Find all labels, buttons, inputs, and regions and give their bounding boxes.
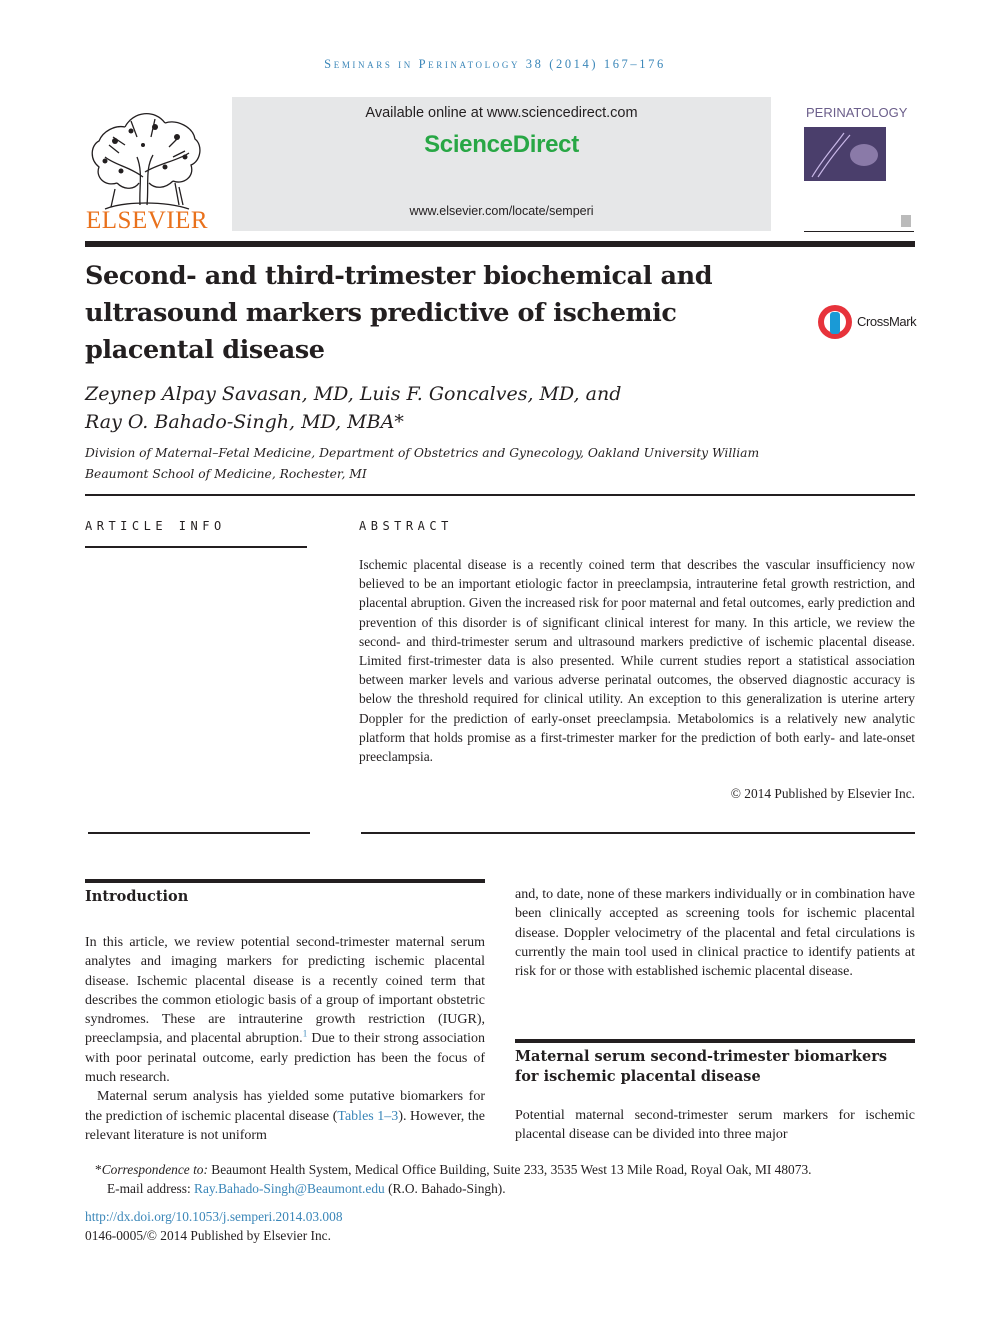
corresponding-author[interactable]: Ray O. Bahado-Singh, MD, MBA — [85, 411, 395, 433]
abstract-copyright: © 2014 Published by Elsevier Inc. — [730, 786, 915, 801]
serum-biomarkers-heading: Maternal serum second-trimester biomarkers for ischemic placental disease — [515, 1048, 888, 1085]
header-rule — [85, 241, 915, 247]
correspondence-mark[interactable]: * — [394, 411, 404, 433]
authors-line-2 — [85, 408, 785, 436]
abstract-bottom-rule — [361, 832, 915, 834]
tables-link[interactable]: Tables 1–3 — [337, 1108, 399, 1124]
introduction-body — [85, 933, 485, 1145]
abstract-heading: ABSTRACT — [359, 519, 453, 533]
sciencedirect-logo: ScienceDirect — [424, 131, 579, 158]
correspondence-footnote — [85, 1161, 915, 1198]
journal-url[interactable]: www.elsevier.com/locate/semperi — [409, 204, 594, 218]
journal-citation: Seminars in Perinatology 38 (2014) 167–176 — [324, 57, 666, 71]
intro-continuation: and, to date, none of these markers individually or in combination have been clinically accepted as screening tools for ischemic placental disease. Doppler velocimetry of the placental and fetal circulations is currently the main tool used in clinical practice to identify patients at risk for or those with established ischemic placental disease. — [515, 887, 915, 980]
authors-line-1: Zeynep Alpay Savasan, MD, Luis F. Goncalves, MD, and — [85, 383, 622, 405]
article-info-bottom-rule — [88, 832, 310, 834]
affiliation: Division of Maternal–Fetal Medicine, Department of Obstetrics and Gynecology, Oakland University William Beaumont School of Medicine, Rochester, MI — [85, 446, 760, 481]
intro-paragraph-2: Maternal serum analysis has yielded some putative biomarkers for the prediction of ischemic placental disease (Tables 1–3). However, the relevant literature is not uniform — [85, 1089, 485, 1143]
elsevier-wordmark: ELSEVIER — [86, 207, 209, 234]
section-rule — [85, 494, 915, 496]
doi-block — [85, 1208, 343, 1245]
doi-link[interactable]: http://dx.doi.org/10.1053/j.semperi.2014.03.008 — [85, 1209, 343, 1224]
article-info-rule — [85, 546, 307, 548]
article-title: Second- and third-trimester biochemical and ultrasound markers predictive of ischemic placental disease — [85, 261, 713, 365]
reference-1-link[interactable]: 1 — [302, 1028, 308, 1039]
correspondence-line: *Correspondence to: Beaumont Health System, Medical Office Building, Suite 233, 3535 West 13 Mile Road, Royal Oak, MI 48073. — [95, 1162, 812, 1177]
introduction-heading: Introduction — [85, 888, 189, 905]
article-info-heading: ARTICLE INFO — [85, 519, 226, 533]
serum-biomarkers-body: Potential maternal second-trimester serum markers for ischemic placental disease can be divided into three major — [515, 1108, 915, 1143]
email-link[interactable]: Ray.Bahado-Singh@Beaumont.edu — [194, 1180, 385, 1196]
available-online-text: Available online at www.sciencedirect.com — [365, 105, 638, 121]
serum-heading-rule — [515, 1039, 915, 1043]
qr-code-icon — [901, 215, 911, 227]
crossmark-label[interactable]: CrossMark — [857, 314, 917, 329]
issn-line: 0146-0005/© 2014 Published by Elsevier Inc. — [85, 1227, 331, 1243]
cover-title: PERINATOLOGY — [806, 105, 908, 120]
author-list — [85, 380, 785, 436]
abstract-body: Ischemic placental disease is a recently coined term that describes the vascular insufficiency now believed to be an important etiologic factor in preeclampsia, intrauterine fetal growth restriction, and placental abruption. Given the increased risk for poor maternal and fetal outcomes, early prediction and prevention of this disorder is of significant clinical interest for many. In this article, we review the second- and third-trimester serum and ultrasound markers predictive of ischemic placental disease. Limited first-trimester data is also presented. While current studies report a statistical association between marker levels and various adverse perinatal outcomes, the observed diagnostic accuracy is below the threshold required for clinical utility. An exception to this generalization is uterine artery Doppler for the prediction of early-onset preeclampsia. Metabolomics is a relatively new analytic platform that holds promise as a first-trimester marker for the prediction of both early- and late-onset preeclampsia. — [359, 557, 915, 765]
journal-cover-thumbnail[interactable] — [804, 97, 914, 232]
intro-heading-rule — [85, 879, 485, 883]
intro-paragraph-1: In this article, we review potential second-trimester maternal serum analytes and imaging markers for predicting ischemic placental disease. Ischemic placental disease is a recently coined term that describes the common etiologic basis of a group of important obstetric syndromes. These are intrauterine growth restriction (IUGR), preeclampsia, and placental abruption.$^1$ Due to their strong association with poor perinatal outcome, early prediction has been the focus of much research. — [85, 935, 485, 1086]
email-line: E-mail address: Ray.Bahado-Singh@Beaumont.edu (R.O. Bahado-Singh). — [107, 1180, 506, 1196]
